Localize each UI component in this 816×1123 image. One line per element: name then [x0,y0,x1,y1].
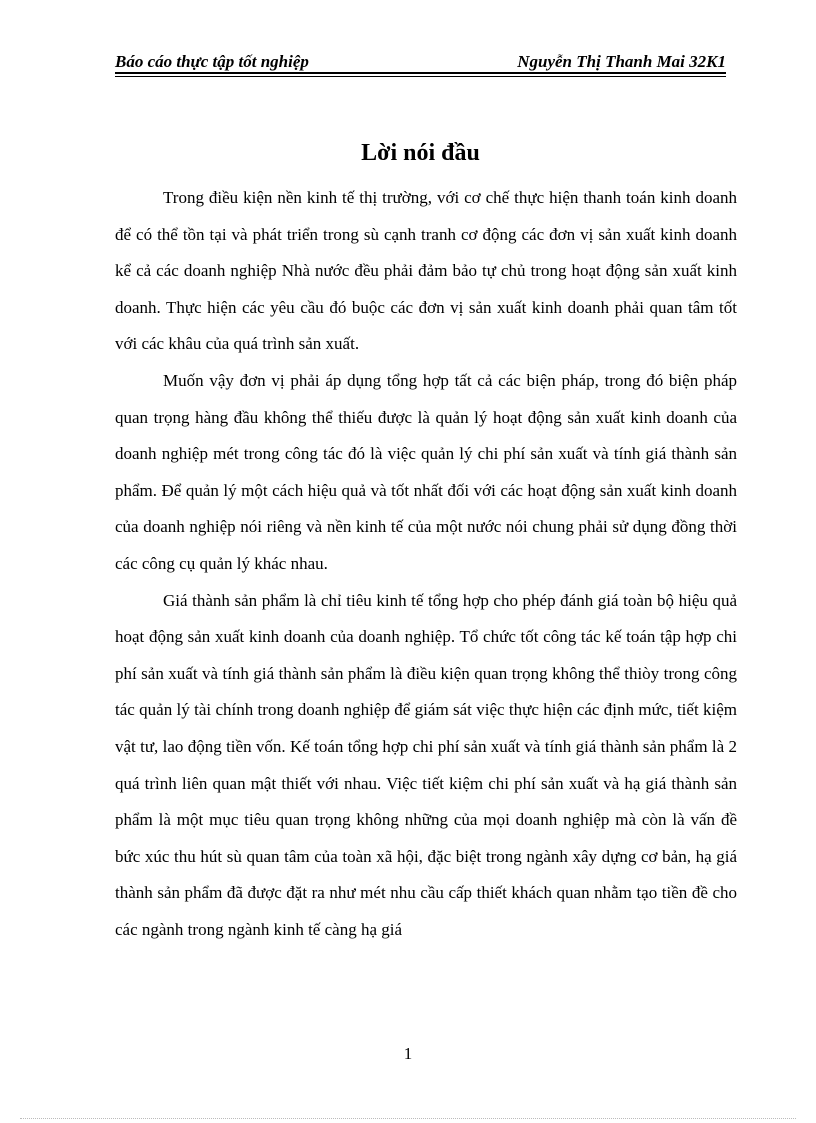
header-report-title: Báo cáo thực tập tốt nghiệp [115,52,309,71]
document-title: Lời nói đầu [361,140,480,166]
page-header [115,48,726,72]
header-author: Nguyễn Thị Thanh Mai 32K1 [517,52,726,71]
paragraph-1: Trong điều kiện nền kinh tế thị trường, với cơ chế thực hiện thanh toán kinh doanh để có thể tồn tại và phát triển trong sù cạnh tranh cơ động các đơn vị sản xuất kinh doanh kể cả các doanh nghiệp Nhà nước đều phải đảm bảo tự chủ trong hoạt động sản xuất kinh doanh. Thực hiện các yêu cầu đó buộc các đơn vị sản xuất kinh doanh phải quan tâm tốt với các khâu của quá trình sản xuất. [115,188,737,354]
page-number: 1 [403,1044,413,1063]
header-rule-thick [115,72,726,74]
paragraph-3: Giá thành sản phẩm là chỉ tiêu kinh tế tổng hợp cho phép đánh giá toàn bộ hiệu quả hoạt động sản xuất kinh doanh của doanh nghiệp. Tổ chức tốt công tác kế toán tập hợp chi phí sản xuất và tính giá thành sản phẩm là điều kiện quan trọng không thể thiòy trong công tác quản lý tài chính trong doanh nghiệp để giám sát việc thực hiện các định mức, tiết kiệm vật tư, lao động tiền vốn. Kế toán tổng hợp chi phí sản xuất và tính giá thành sản phẩm là 2 quá trình liên quan mật thiết với nhau. Việc tiết kiệm chi phí sản xuất và hạ giá thành sản phẩm là một mục tiêu quan trọng không những của mọi doanh nghiệp mà còn là vấn đề bức xúc thu hút sù quan tâm của toàn xã hội, đặc biệt trong ngành xây dựng cơ bản, hạ giá thành sản phẩm đã được đặt ra như mét nhu cầu cấp thiết khách quan nhằm tạo tiền đề cho các ngành trong ngành kinh tế càng hạ giá [115,590,737,939]
page-bottom-border [20,1118,796,1119]
header-rule-thin [115,76,726,77]
body-text [115,180,737,948]
paragraph-2: Muốn vậy đơn vị phải áp dụng tổng hợp tất cả các biện pháp, trong đó biện pháp quan trọng hàng đầu không thể thiếu được là quản lý hoạt động sản xuất kinh doanh của doanh nghiệp mét trong công tác đó là việc quản lý chi phí sản xuất và tính giá thành sản phẩm. Để quản lý một cách hiệu quả và tốt nhất đối với các hoạt động sản xuất kinh doanh của doanh nghiệp nói riêng và nền kinh tế của một nước nói chung phải sử dụng đồng thời các công cụ quản lý khác nhau. [115,370,737,573]
